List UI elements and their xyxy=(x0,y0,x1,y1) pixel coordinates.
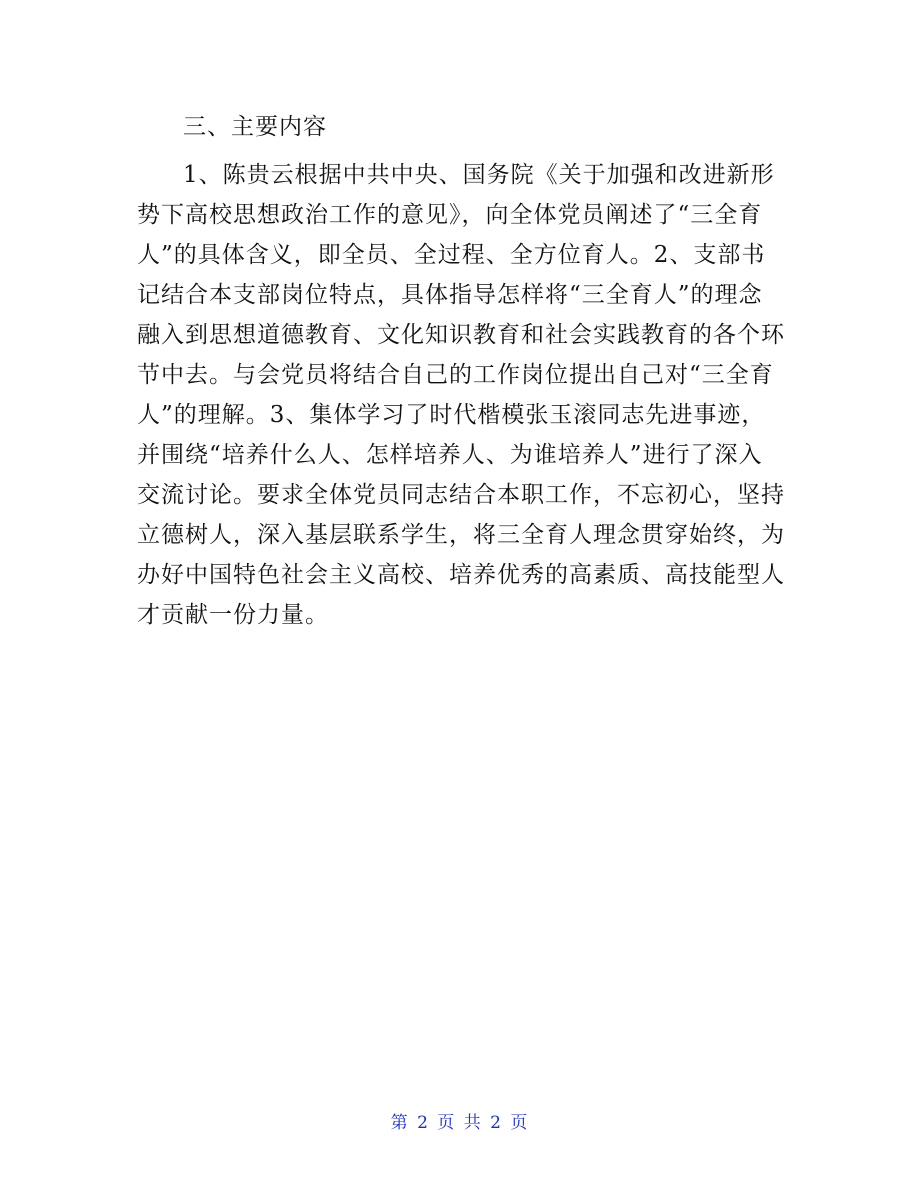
paragraph-line: 记结合本支部岗位特点，具体指导怎样将“三全育人”的理念 xyxy=(137,282,763,308)
section-heading: 三、主要内容 xyxy=(183,114,327,140)
paragraph-line: 才贡献一份力量。 xyxy=(137,602,329,628)
paragraph-line: 1、陈贵云根据中共中央、国务院《关于加强和改进新形 xyxy=(183,162,775,188)
paragraph-line: 人”的理解。3、集体学习了时代楷模张玉滚同志先进事迹， xyxy=(137,402,766,428)
body-paragraph xyxy=(137,155,797,635)
paragraph-line: 立德树人，深入基层联系学生，将三全育人理念贯穿始终，为 xyxy=(137,522,785,548)
paragraph-line: 并围绕“培养什么人、怎样培养人、为谁培养人”进行了深入 xyxy=(137,442,763,468)
paragraph-line: 势下高校思想政治工作的意见》，向全体党员阐述了“三全育 xyxy=(137,202,763,228)
paragraph-line: 节中去。与会党员将结合自己的工作岗位提出自己对“三全育 xyxy=(137,362,774,388)
paragraph-line: 人”的具体含义，即全员、全过程、全方位育人。2、支部书 xyxy=(137,242,766,268)
paragraph-line: 交流讨论。要求全体党员同志结合本职工作，不忘初心，坚持 xyxy=(137,482,785,508)
paragraph-line: 办好中国特色社会主义高校、培养优秀的高素质、高技能型人 xyxy=(137,562,785,588)
page-number-footer: 第 2 页 共 2 页 xyxy=(390,1113,530,1133)
paragraph-line: 融入到思想道德教育、文化知识教育和社会实践教育的各个环 xyxy=(137,322,785,348)
